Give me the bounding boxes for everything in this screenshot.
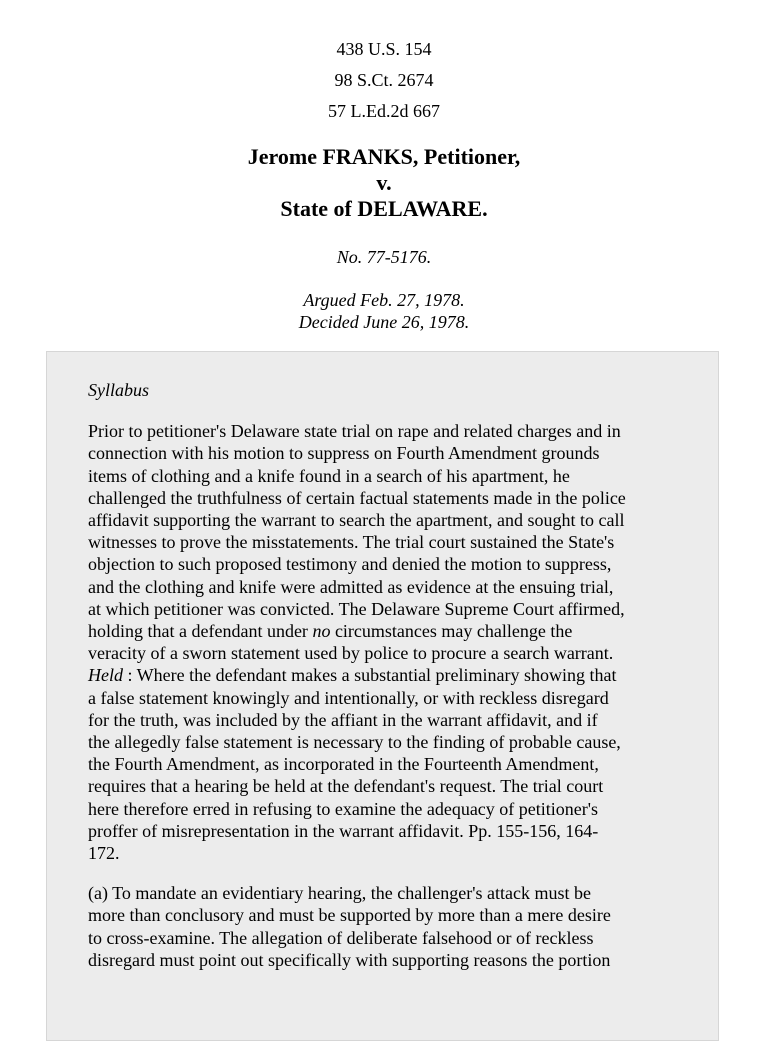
text-line — [88, 664, 678, 686]
respondent-name: State of DELAWARE. — [280, 196, 488, 221]
text-run: circumstances may challenge the — [330, 621, 573, 642]
citation-block — [0, 34, 768, 127]
case-dates — [0, 289, 768, 333]
versus-label: v. — [376, 170, 392, 195]
petitioner-name: Jerome FRANKS, Petitioner, — [247, 144, 521, 169]
text-line: (a) To mandate an evidentiary hearing, the challenger's attack must be — [88, 883, 591, 904]
supreme-court-reporter-citation: 98 S.Ct. 2674 — [334, 70, 434, 90]
text-line: veracity of a sworn statement used by police to procure a search warrant. — [88, 643, 614, 664]
text-line: requires that a hearing be held at the defendant's request. The trial court — [88, 776, 604, 797]
text-line: disregard must point out specifically with supporting reasons the portion — [88, 949, 611, 970]
text-line: a false statement knowingly and intentionally, or with reckless disregard — [88, 687, 609, 708]
text-line: the allegedly false statement is necessary to the finding of probable cause, — [88, 732, 621, 753]
text-line: Prior to petitioner's Delaware state trial on rape and related charges and in — [88, 421, 621, 442]
case-title — [0, 144, 768, 222]
syllabus-heading: Syllabus — [88, 380, 149, 400]
text-line: challenged the truthfulness of certain factual statements made in the police — [88, 487, 626, 508]
text-run: holding that a defendant under — [88, 621, 313, 642]
text-line: for the truth, was included by the affiant in the warrant affidavit, and if — [88, 709, 598, 730]
syllabus-panel — [46, 351, 719, 1041]
text-line — [88, 620, 678, 642]
held-label: Held — [88, 665, 123, 686]
text-line: items of clothing and a knife found in a search of his apartment, he — [88, 465, 570, 486]
syllabus-paragraph — [88, 882, 678, 971]
text-line: to cross-examine. The allegation of deliberate falsehood or of reckless — [88, 927, 594, 948]
text-line: connection with his motion to suppress on Fourth Amendment grounds — [88, 443, 600, 464]
lawyers-edition-citation: 57 L.Ed.2d 667 — [328, 101, 440, 121]
text-line: 172. — [88, 843, 120, 864]
text-line: here therefore erred in refusing to examine the adequacy of petitioner's — [88, 798, 599, 819]
text-line: and the clothing and knife were admitted as evidence at the ensuing trial, — [88, 576, 614, 597]
decided-date: Decided June 26, 1978. — [298, 312, 470, 332]
text-line: proffer of misrepresentation in the warrant affidavit. Pp. 155-156, 164- — [88, 820, 599, 841]
emphasis-no: no — [312, 621, 331, 642]
text-line: affidavit supporting the warrant to search the apartment, and sought to call — [88, 510, 625, 531]
text-line: witnesses to prove the misstatements. The trial court sustained the State's — [88, 532, 615, 553]
text-run: : Where the defendant makes a substantial preliminary showing that — [123, 665, 617, 686]
syllabus-paragraph — [88, 420, 678, 864]
text-line: objection to such proposed testimony and denied the motion to suppress, — [88, 554, 612, 575]
argued-date: Argued Feb. 27, 1978. — [303, 290, 465, 310]
docket-number: No. 77-5176. — [336, 247, 432, 267]
text-line: the Fourth Amendment, as incorporated in the Fourteenth Amendment, — [88, 754, 599, 775]
syllabus-content — [88, 379, 678, 989]
text-line: at which petitioner was convicted. The Delaware Supreme Court affirmed, — [88, 598, 625, 619]
us-reports-citation: 438 U.S. 154 — [336, 39, 432, 59]
text-line: more than conclusory and must be supported by more than a mere desire — [88, 905, 611, 926]
